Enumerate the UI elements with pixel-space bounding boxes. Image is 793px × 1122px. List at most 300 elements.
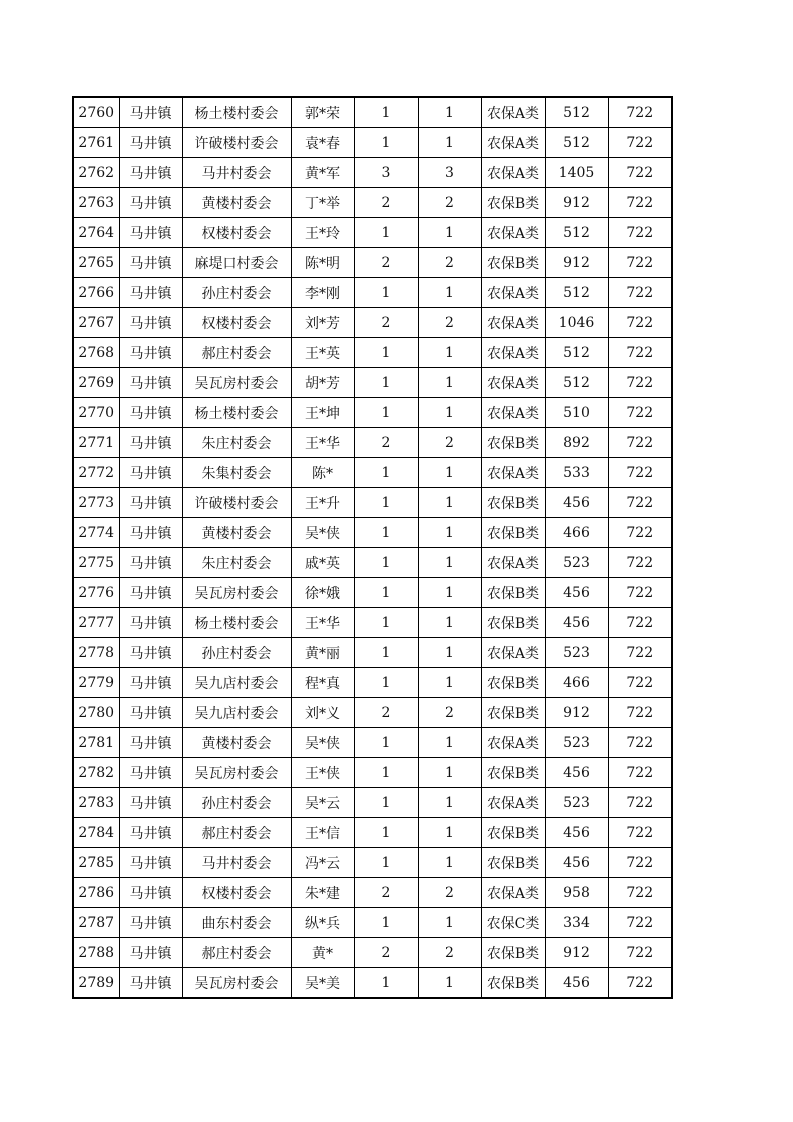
count-b-cell: 1 [418,518,481,548]
category-cell: 农保B类 [481,608,545,638]
table-row [73,308,672,338]
count-a-cell: 1 [354,338,418,368]
village-cell: 杨土楼村委会 [182,608,291,638]
count-a-cell: 1 [354,518,418,548]
name-cell: 胡*芳 [291,368,354,398]
count-b-cell: 1 [418,728,481,758]
count-a-cell: 1 [354,818,418,848]
amount-cell: 1046 [545,308,608,338]
count-a-cell: 1 [354,488,418,518]
name-cell: 王*华 [291,428,354,458]
category-cell: 农保B类 [481,758,545,788]
town-cell: 马井镇 [119,398,182,428]
town-cell: 马井镇 [119,638,182,668]
seq-cell: 2764 [73,218,119,248]
name-cell: 王*玲 [291,218,354,248]
town-cell: 马井镇 [119,188,182,218]
village-cell: 吴瓦房村委会 [182,578,291,608]
table-row [73,398,672,428]
count-b-cell: 2 [418,878,481,908]
category-cell: 农保B类 [481,698,545,728]
category-cell: 农保B类 [481,488,545,518]
seq-cell: 2771 [73,428,119,458]
count-a-cell: 2 [354,188,418,218]
category-cell: 农保A类 [481,638,545,668]
name-cell: 王*侠 [291,758,354,788]
count-a-cell: 1 [354,97,418,128]
table-row [73,128,672,158]
category-cell: 农保B类 [481,668,545,698]
standard-cell: 722 [608,218,672,248]
name-cell: 陈* [291,458,354,488]
standard-cell: 722 [608,668,672,698]
town-cell: 马井镇 [119,698,182,728]
category-cell: 农保A类 [481,398,545,428]
table-row [73,698,672,728]
count-a-cell: 1 [354,728,418,758]
amount-cell: 456 [545,758,608,788]
seq-cell: 2779 [73,668,119,698]
village-cell: 黄楼村委会 [182,728,291,758]
village-cell: 吴九店村委会 [182,668,291,698]
amount-cell: 456 [545,608,608,638]
standard-cell: 722 [608,878,672,908]
count-a-cell: 1 [354,368,418,398]
village-cell: 孙庄村委会 [182,638,291,668]
count-a-cell: 1 [354,668,418,698]
count-a-cell: 1 [354,548,418,578]
seq-cell: 2763 [73,188,119,218]
count-b-cell: 1 [418,488,481,518]
seq-cell: 2780 [73,698,119,728]
count-b-cell: 1 [418,548,481,578]
name-cell: 冯*云 [291,848,354,878]
category-cell: 农保B类 [481,428,545,458]
seq-cell: 2785 [73,848,119,878]
seq-cell: 2775 [73,548,119,578]
count-b-cell: 1 [418,368,481,398]
town-cell: 马井镇 [119,728,182,758]
village-cell: 吴瓦房村委会 [182,968,291,999]
town-cell: 马井镇 [119,97,182,128]
town-cell: 马井镇 [119,608,182,638]
count-b-cell: 1 [418,818,481,848]
standard-cell: 722 [608,968,672,999]
town-cell: 马井镇 [119,338,182,368]
name-cell: 黄*军 [291,158,354,188]
village-cell: 吴九店村委会 [182,698,291,728]
name-cell: 吴*侠 [291,728,354,758]
category-cell: 农保B类 [481,818,545,848]
name-cell: 袁*春 [291,128,354,158]
amount-cell: 512 [545,97,608,128]
standard-cell: 722 [608,518,672,548]
seq-cell: 2767 [73,308,119,338]
standard-cell: 722 [608,128,672,158]
count-a-cell: 1 [354,788,418,818]
standard-cell: 722 [608,368,672,398]
count-a-cell: 1 [354,398,418,428]
seq-cell: 2760 [73,97,119,128]
town-cell: 马井镇 [119,578,182,608]
name-cell: 纵*兵 [291,908,354,938]
amount-cell: 912 [545,698,608,728]
category-cell: 农保A类 [481,278,545,308]
standard-cell: 722 [608,428,672,458]
seq-cell: 2788 [73,938,119,968]
table-row [73,908,672,938]
count-a-cell: 1 [354,128,418,158]
town-cell: 马井镇 [119,488,182,518]
count-a-cell: 2 [354,698,418,728]
category-cell: 农保B类 [481,188,545,218]
count-b-cell: 2 [418,938,481,968]
count-a-cell: 1 [354,848,418,878]
amount-cell: 334 [545,908,608,938]
amount-cell: 523 [545,728,608,758]
town-cell: 马井镇 [119,668,182,698]
count-a-cell: 1 [354,758,418,788]
table-row [73,638,672,668]
count-a-cell: 2 [354,878,418,908]
amount-cell: 512 [545,368,608,398]
seq-cell: 2772 [73,458,119,488]
seq-cell: 2789 [73,968,119,999]
village-cell: 马井村委会 [182,158,291,188]
table-row [73,278,672,308]
amount-cell: 456 [545,968,608,999]
count-b-cell: 2 [418,248,481,278]
count-a-cell: 2 [354,248,418,278]
table-row [73,158,672,188]
standard-cell: 722 [608,728,672,758]
table-row [73,938,672,968]
count-a-cell: 1 [354,458,418,488]
category-cell: 农保A类 [481,548,545,578]
category-cell: 农保B类 [481,938,545,968]
town-cell: 马井镇 [119,128,182,158]
table-row [73,788,672,818]
count-a-cell: 2 [354,428,418,458]
count-b-cell: 1 [418,218,481,248]
seq-cell: 2766 [73,278,119,308]
category-cell: 农保B类 [481,518,545,548]
category-cell: 农保A类 [481,728,545,758]
count-a-cell: 2 [354,938,418,968]
category-cell: 农保A类 [481,128,545,158]
amount-cell: 512 [545,278,608,308]
amount-cell: 958 [545,878,608,908]
name-cell: 黄*丽 [291,638,354,668]
category-cell: 农保B类 [481,968,545,999]
count-b-cell: 1 [418,668,481,698]
amount-cell: 523 [545,788,608,818]
table-row [73,818,672,848]
amount-cell: 512 [545,218,608,248]
amount-cell: 466 [545,518,608,548]
count-b-cell: 2 [418,308,481,338]
count-b-cell: 1 [418,848,481,878]
standard-cell: 722 [608,158,672,188]
amount-cell: 512 [545,128,608,158]
category-cell: 农保A类 [481,218,545,248]
town-cell: 马井镇 [119,968,182,999]
village-cell: 朱庄村委会 [182,548,291,578]
name-cell: 程*真 [291,668,354,698]
name-cell: 戚*英 [291,548,354,578]
town-cell: 马井镇 [119,428,182,458]
standard-cell: 722 [608,338,672,368]
standard-cell: 722 [608,938,672,968]
town-cell: 马井镇 [119,308,182,338]
category-cell: 农保B类 [481,848,545,878]
amount-cell: 456 [545,818,608,848]
category-cell: 农保A类 [481,338,545,368]
count-b-cell: 1 [418,908,481,938]
village-cell: 权楼村委会 [182,308,291,338]
village-cell: 权楼村委会 [182,218,291,248]
table-row [73,758,672,788]
standard-cell: 722 [608,788,672,818]
count-b-cell: 1 [418,758,481,788]
name-cell: 刘*芳 [291,308,354,338]
count-a-cell: 1 [354,638,418,668]
seq-cell: 2762 [73,158,119,188]
village-cell: 黄楼村委会 [182,518,291,548]
name-cell: 陈*明 [291,248,354,278]
table-row [73,878,672,908]
standard-cell: 722 [608,638,672,668]
category-cell: 农保B类 [481,578,545,608]
seq-cell: 2787 [73,908,119,938]
amount-cell: 1405 [545,158,608,188]
standard-cell: 722 [608,488,672,518]
seq-cell: 2783 [73,788,119,818]
town-cell: 马井镇 [119,158,182,188]
count-b-cell: 1 [418,578,481,608]
category-cell: 农保A类 [481,878,545,908]
town-cell: 马井镇 [119,458,182,488]
town-cell: 马井镇 [119,518,182,548]
table-row [73,428,672,458]
category-cell: 农保A类 [481,368,545,398]
name-cell: 吴*美 [291,968,354,999]
amount-cell: 510 [545,398,608,428]
village-cell: 吴瓦房村委会 [182,368,291,398]
table-row [73,668,672,698]
count-b-cell: 2 [418,188,481,218]
table-row [73,518,672,548]
standard-cell: 722 [608,758,672,788]
category-cell: 农保A类 [481,97,545,128]
seq-cell: 2782 [73,758,119,788]
count-b-cell: 1 [418,398,481,428]
town-cell: 马井镇 [119,368,182,398]
count-a-cell: 1 [354,968,418,999]
village-cell: 麻堤口村委会 [182,248,291,278]
count-a-cell: 1 [354,578,418,608]
seq-cell: 2761 [73,128,119,158]
standard-cell: 722 [608,578,672,608]
count-b-cell: 1 [418,97,481,128]
town-cell: 马井镇 [119,818,182,848]
seq-cell: 2765 [73,248,119,278]
count-a-cell: 1 [354,218,418,248]
name-cell: 郭*荣 [291,97,354,128]
table-row [73,218,672,248]
town-cell: 马井镇 [119,908,182,938]
amount-cell: 456 [545,848,608,878]
count-b-cell: 1 [418,788,481,818]
village-cell: 吴瓦房村委会 [182,758,291,788]
village-cell: 马井村委会 [182,848,291,878]
standard-cell: 722 [608,97,672,128]
seq-cell: 2786 [73,878,119,908]
table-row [73,848,672,878]
town-cell: 马井镇 [119,758,182,788]
seq-cell: 2769 [73,368,119,398]
village-cell: 许破楼村委会 [182,128,291,158]
amount-cell: 456 [545,488,608,518]
count-b-cell: 1 [418,638,481,668]
category-cell: 农保A类 [481,308,545,338]
amount-cell: 912 [545,188,608,218]
standard-cell: 722 [608,458,672,488]
count-a-cell: 3 [354,158,418,188]
standard-cell: 722 [608,188,672,218]
standard-cell: 722 [608,608,672,638]
table-row [73,458,672,488]
village-cell: 朱集村委会 [182,458,291,488]
count-b-cell: 1 [418,338,481,368]
village-cell: 郝庄村委会 [182,818,291,848]
count-a-cell: 1 [354,908,418,938]
name-cell: 吴*云 [291,788,354,818]
name-cell: 刘*义 [291,698,354,728]
town-cell: 马井镇 [119,218,182,248]
town-cell: 马井镇 [119,278,182,308]
amount-cell: 912 [545,248,608,278]
name-cell: 丁*举 [291,188,354,218]
table-row [73,368,672,398]
count-b-cell: 1 [418,968,481,999]
count-b-cell: 2 [418,698,481,728]
count-a-cell: 2 [354,308,418,338]
seq-cell: 2781 [73,728,119,758]
name-cell: 吴*侠 [291,518,354,548]
count-b-cell: 1 [418,608,481,638]
amount-cell: 456 [545,578,608,608]
seq-cell: 2770 [73,398,119,428]
village-cell: 黄楼村委会 [182,188,291,218]
village-cell: 许破楼村委会 [182,488,291,518]
standard-cell: 722 [608,398,672,428]
table-row [73,338,672,368]
town-cell: 马井镇 [119,248,182,278]
standard-cell: 722 [608,248,672,278]
standard-cell: 722 [608,308,672,338]
name-cell: 李*刚 [291,278,354,308]
count-a-cell: 1 [354,278,418,308]
amount-cell: 512 [545,338,608,368]
count-a-cell: 1 [354,608,418,638]
name-cell: 徐*娥 [291,578,354,608]
name-cell: 王*英 [291,338,354,368]
town-cell: 马井镇 [119,788,182,818]
table-body [73,97,672,998]
category-cell: 农保C类 [481,908,545,938]
amount-cell: 912 [545,938,608,968]
village-cell: 权楼村委会 [182,878,291,908]
town-cell: 马井镇 [119,848,182,878]
category-cell: 农保A类 [481,788,545,818]
name-cell: 王*升 [291,488,354,518]
standard-cell: 722 [608,278,672,308]
village-cell: 郝庄村委会 [182,338,291,368]
seq-cell: 2773 [73,488,119,518]
village-cell: 孙庄村委会 [182,788,291,818]
amount-cell: 523 [545,638,608,668]
name-cell: 王*华 [291,608,354,638]
name-cell: 王*坤 [291,398,354,428]
standard-cell: 722 [608,848,672,878]
count-b-cell: 3 [418,158,481,188]
name-cell: 王*信 [291,818,354,848]
amount-cell: 533 [545,458,608,488]
town-cell: 马井镇 [119,938,182,968]
table-row [73,548,672,578]
table-row [73,248,672,278]
count-b-cell: 1 [418,278,481,308]
village-cell: 杨土楼村委会 [182,398,291,428]
seq-cell: 2784 [73,818,119,848]
amount-cell: 466 [545,668,608,698]
village-cell: 曲东村委会 [182,908,291,938]
village-cell: 郝庄村委会 [182,938,291,968]
village-cell: 朱庄村委会 [182,428,291,458]
seq-cell: 2778 [73,638,119,668]
name-cell: 黄* [291,938,354,968]
town-cell: 马井镇 [119,878,182,908]
table-row [73,188,672,218]
amount-cell: 523 [545,548,608,578]
standard-cell: 722 [608,548,672,578]
table-row [73,578,672,608]
table-row [73,968,672,999]
standard-cell: 722 [608,698,672,728]
table-row [73,488,672,518]
category-cell: 农保B类 [481,248,545,278]
amount-cell: 892 [545,428,608,458]
standard-cell: 722 [608,908,672,938]
standard-cell: 722 [608,818,672,848]
village-cell: 杨土楼村委会 [182,97,291,128]
town-cell: 马井镇 [119,548,182,578]
table-row [73,97,672,128]
category-cell: 农保A类 [481,158,545,188]
count-b-cell: 1 [418,458,481,488]
category-cell: 农保A类 [481,458,545,488]
seq-cell: 2774 [73,518,119,548]
seq-cell: 2776 [73,578,119,608]
data-table [72,96,673,999]
table-row [73,608,672,638]
seq-cell: 2777 [73,608,119,638]
village-cell: 孙庄村委会 [182,278,291,308]
count-b-cell: 1 [418,128,481,158]
name-cell: 朱*建 [291,878,354,908]
seq-cell: 2768 [73,338,119,368]
